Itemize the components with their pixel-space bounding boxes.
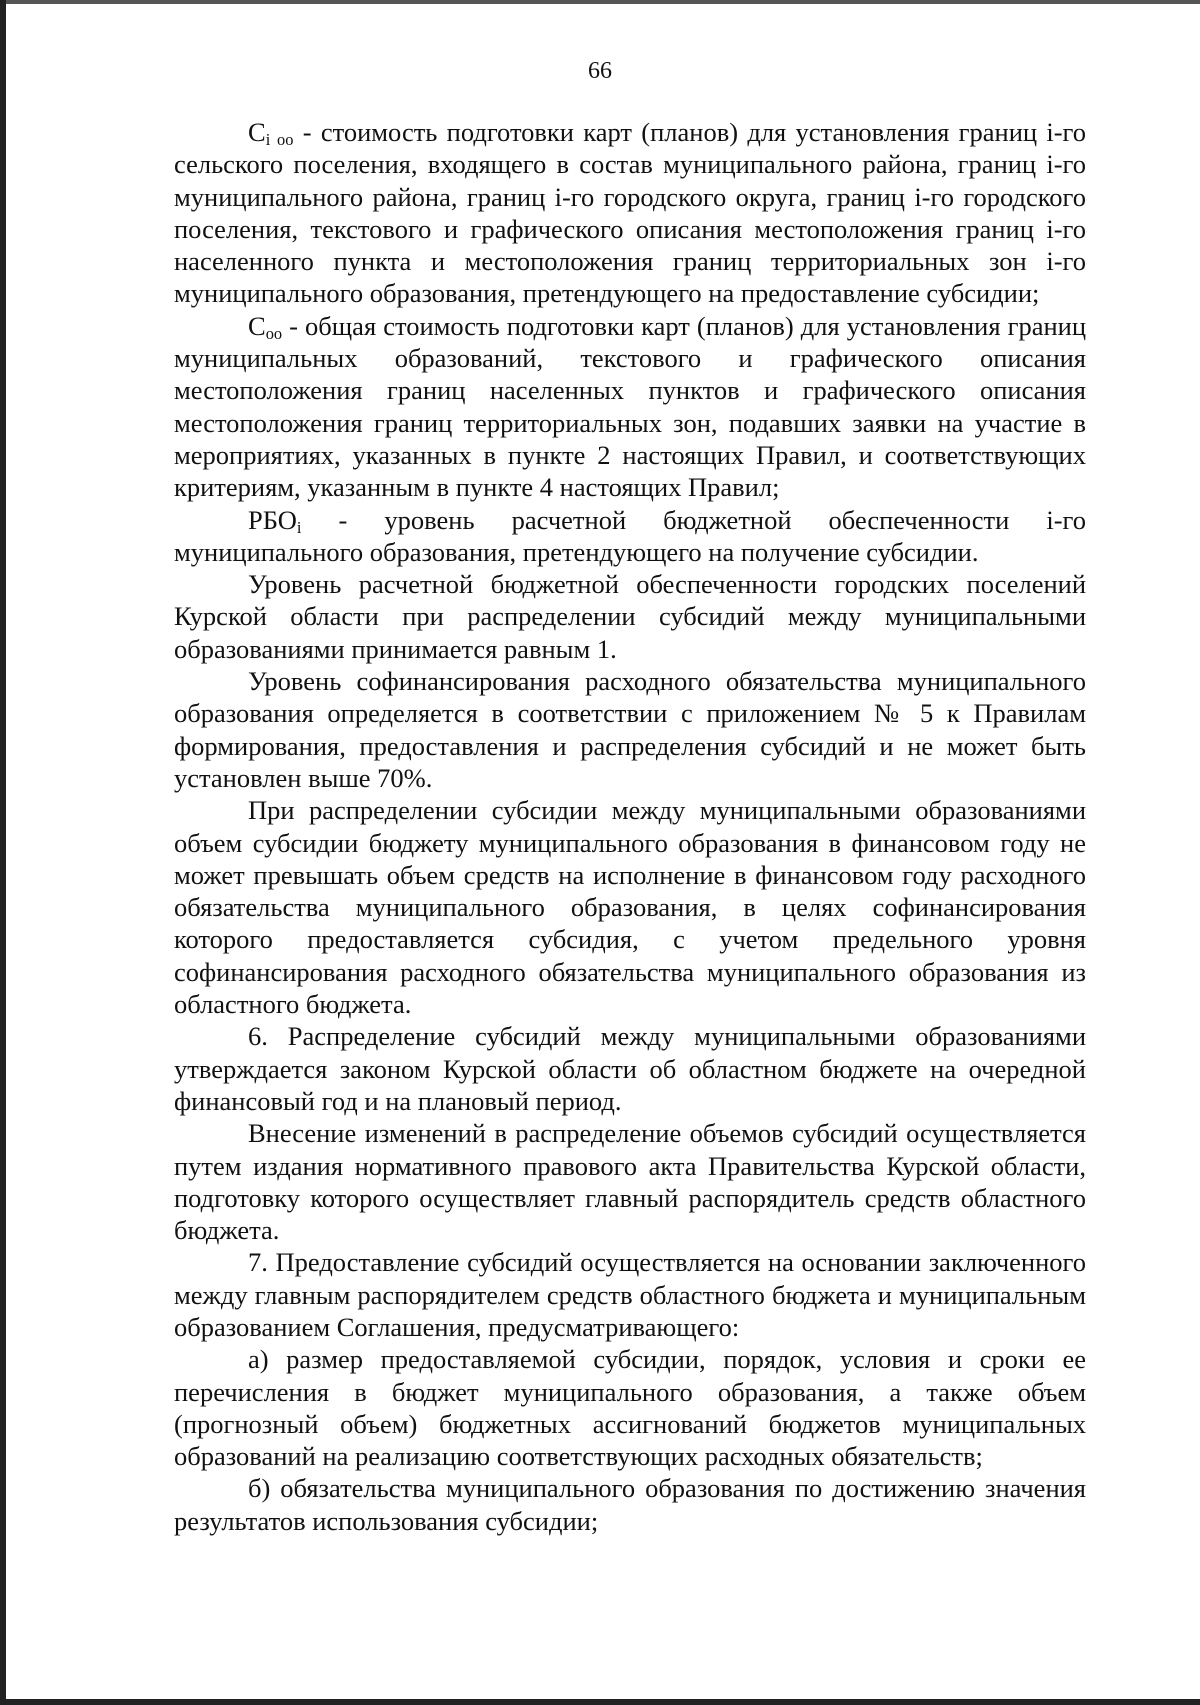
paragraph-text: - общая стоимость подготовки карт (планов) для установления границ муниципальных образований, текстового и графического описания местоположения границ населенных пунктов и графического описания местоположения границ территориальных зон, подавших заявки на участие в мероприятиях, указанных в пункте 2 настоящих Правил, и соответствующих критериям, указанным в пункте 4 настоящих Правил; [174, 310, 1086, 503]
paragraph-subitem-a: а) размер предоставляемой субсидии, порядок, условия и сроки ее перечисления в бюджет муниципального образования, а также объем (прогнозный объем) бюджетных ассигнований бюджетов муниципальных образований на реализацию соответствующих расходных обязательств; [174, 1344, 1086, 1472]
symbol-main: РБО [248, 504, 297, 535]
scan-edge-top [0, 0, 1200, 4]
paragraph-budget-level: Уровень расчетной бюджетной обеспеченности городских поселений Курской области при распределении субсидий между муниципальными образованиями принимается равным 1. [174, 569, 1086, 664]
paragraph-item-6: 6. Распределение субсидий между муниципальными образованиями утверждается законом Курской области об областном бюджете на очередной финансовый год и на плановый период. [174, 1021, 1086, 1116]
paragraph-definition-ci-oo [174, 116, 1086, 310]
symbol-subscript: i оо [265, 130, 294, 150]
paragraph-definition-c-oo [174, 310, 1086, 504]
paragraph-subitem-b: б) обязательства муниципального образования по достижению значения результатов использования субсидии; [174, 1473, 1086, 1536]
symbol-subscript: оо [265, 323, 283, 343]
paragraph-text: - стоимость подготовки карт (планов) для установления границ i-го сельского поселения, входящего в состав муниципального района, границ i-го муниципального района, границ i-го городского округа, границ i-го городского поселения, текстового и графического описания местоположения границ i-го населенного пункта и местоположения границ территориальных зон i-го муниципального образования, претендующего на предоставление субсидии; [174, 117, 1086, 309]
paragraph-definition-rbo [174, 504, 1086, 569]
paragraph-amendments: Внесение изменений в распределение объемов субсидий осуществляется путем издания нормативного правового акта Правительства Курской области, подготовку которого осуществляет главный распорядитель средств областного бюджета. [174, 1118, 1086, 1246]
paragraph-item-7: 7. Предоставление субсидий осуществляется на основании заключенного между главным распорядителем средств областного бюджета и муниципальным образованием Соглашения, предусматривающего: [174, 1247, 1086, 1342]
paragraph-text: - уровень расчетной бюджетной обеспеченности i-го муниципального образования, претендующего на получение субсидии. [174, 504, 1086, 567]
symbol-main: C [248, 310, 266, 341]
document-body [174, 116, 1086, 1537]
scan-edge-bottom [0, 1699, 1200, 1705]
paragraph-cofinancing-level: Уровень софинансирования расходного обязательства муниципального образования определяется в соответствии с приложением № 5 к Правилам формирования, предоставления и распределения субсидий и не может быть установлен выше 70%. [174, 666, 1086, 793]
page-number: 66 [588, 58, 612, 84]
scan-edge-left [0, 0, 6, 1705]
symbol-subscript: i [296, 517, 302, 537]
symbol-main: C [248, 117, 266, 147]
paragraph-distribution-limit: При распределении субсидии между муниципальными образованиями объем субсидии бюджету муниципального образования в финансовом году не может превышать объем средств на исполнение в финансовом году расходного обязательства муниципального образования, в целях софинансирования которого предоставляется субсидия, с учетом предельного уровня софинансирования расходного обязательства муниципального образования из областного бюджета. [174, 795, 1086, 1020]
